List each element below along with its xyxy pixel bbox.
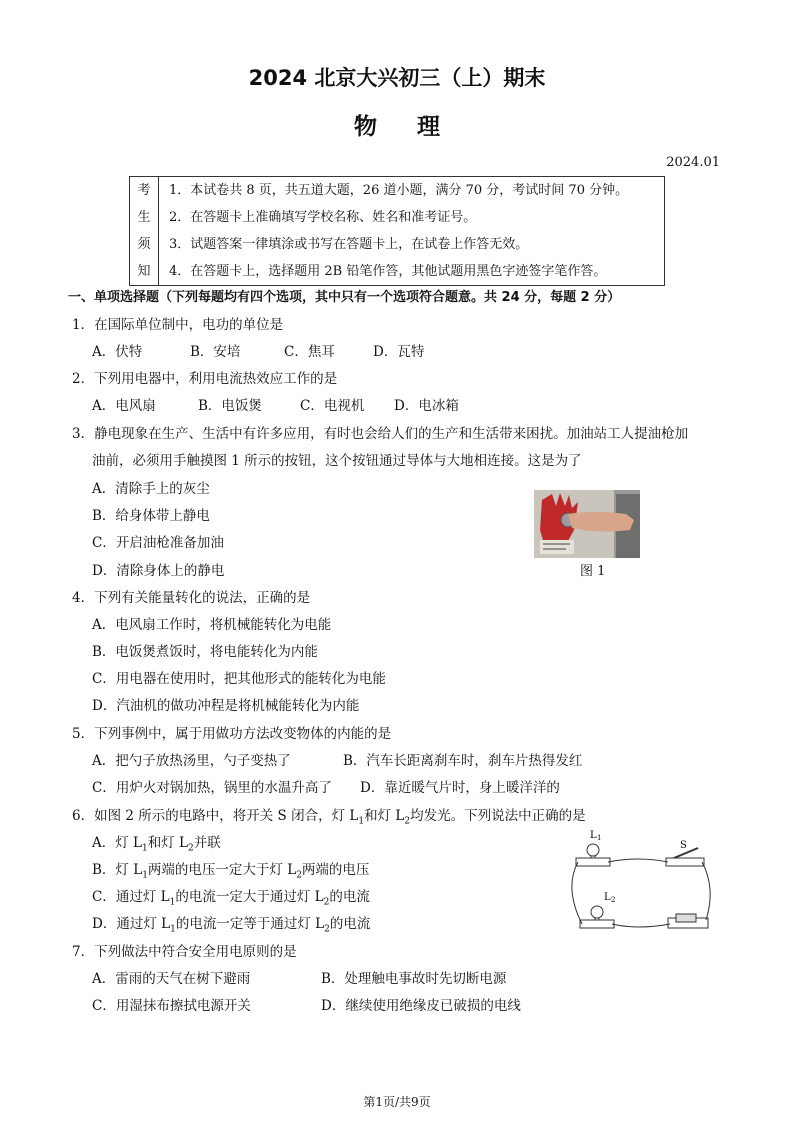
notice-item: 2．在答题卡上准确填写学校名称、姓名和准考证号。	[169, 210, 477, 225]
label-l2: L	[604, 892, 611, 903]
q2-option-a: A．电风扇	[92, 398, 156, 414]
question-1-stem: 1．在国际单位制中，电功的单位是	[72, 317, 284, 333]
q7-option-d: D．继续使用绝缘皮已破损的电线	[321, 998, 521, 1014]
q5-option-c: C．用炉火对锅加热，锅里的水温升高了	[92, 780, 332, 796]
question-3-stem: 3．静电现象在生产、生活中有许多应用，有时也会给人们的生产和生活带来困扰。加油站工人提油枪加	[72, 426, 689, 442]
q5-option-d: D．靠近暖气片时，身上暖洋洋的	[360, 780, 560, 796]
figure-2-circuit	[558, 828, 718, 938]
question-6-stem: 6．如图 2 所示的电路中，将开关 S 闭合，灯 $L_1$和灯 $L_2$均发光。下列说法中正确的是	[72, 808, 586, 827]
page-title: 2024 北京大兴初三（上）期末	[248, 66, 546, 90]
q1-option-c: C．焦耳	[284, 344, 335, 360]
q7-option-c: C．用湿抹布擦拭电源开关	[92, 998, 251, 1014]
q4-option-d: D．汽油机的做功冲程是将机械能转化为内能	[92, 698, 360, 714]
subject-title: 物理	[354, 114, 480, 140]
q1-option-b: B．安培	[190, 344, 241, 360]
notice-items	[159, 177, 665, 286]
figure-1-photo	[534, 490, 640, 558]
q6-option-d: D．通过灯 $L_1$的电流一定等于通过灯 $L_2$的电流	[92, 916, 371, 935]
q2-option-c: C．电视机	[300, 398, 365, 414]
q6-option-c: C．通过灯 $L_1$的电流一定大于通过灯 $L_2$的电流	[92, 889, 370, 908]
svg-text:1: 1	[597, 834, 602, 842]
label-s: S	[680, 840, 687, 851]
label-l1: L	[590, 830, 597, 841]
notice-item: 3．试题答案一律填涂或书写在答题卡上，在试卷上作答无效。	[169, 237, 529, 252]
q5-option-b: B．汽车长距离刹车时，刹车片热得发红	[343, 753, 583, 769]
q3-option-c: C．开启油枪准备加油	[92, 535, 224, 551]
q1-option-d: D．瓦特	[373, 344, 425, 360]
question-7-stem: 7．下列做法中符合安全用电原则的是	[72, 944, 297, 960]
q3-option-b: B．给身体带上静电	[92, 508, 210, 524]
q1-option-a: A．伏特	[92, 344, 143, 360]
svg-text:2: 2	[611, 896, 616, 904]
question-4-stem: 4．下列有关能量转化的说法，正确的是	[72, 590, 311, 606]
question-3-stem-cont: 油前，必须用手触摸图 1 所示的按钮，这个按钮通过导体与大地相连接。这是为了	[92, 453, 582, 469]
question-5-stem: 5．下列事例中，属于用做功方法改变物体的内能的是	[72, 726, 392, 742]
q4-option-a: A．电风扇工作时，将机械能转化为电能	[92, 617, 332, 633]
q4-option-b: B．电饭煲煮饭时，将电能转化为内能	[92, 644, 318, 660]
figure-1-caption: 图 1	[580, 564, 606, 579]
page-footer: 第1页/共9页	[363, 1095, 431, 1109]
q7-option-a: A．雷雨的天气在树下避雨	[92, 971, 251, 987]
q6-option-b: B．灯 $L_1$两端的电压一定大于灯 $L_2$两端的电压	[92, 862, 370, 881]
q6-option-a: A．灯 $L_1$和灯 $L_2$并联	[92, 835, 221, 854]
q3-option-a: A．清除手上的灰尘	[92, 481, 210, 497]
q5-option-a: A．把勺子放热汤里，勺子变热了	[92, 753, 291, 769]
notice-side-label: 考 生 须 知	[130, 177, 159, 286]
q3-option-d: D．清除身体上的静电	[92, 563, 225, 579]
q7-option-b: B．处理触电事故时先切断电源	[321, 971, 507, 987]
q2-option-d: D．电冰箱	[394, 398, 459, 414]
q2-option-b: B．电饭煲	[198, 398, 262, 414]
exam-date: 2024.01	[666, 155, 720, 170]
notice-item: 1．本试卷共 8 页，共五道大题，26 道小题，满分 70 分，考试时间 70 分钟。	[169, 183, 629, 198]
question-2-stem: 2．下列用电器中，利用电流热效应工作的是	[72, 371, 338, 387]
q4-option-c: C．用电器在使用时，把其他形式的能转化为电能	[92, 671, 386, 687]
exam-notice-table	[129, 176, 665, 286]
section-heading: 一、单项选择题（下列每题均有四个选项，其中只有一个选项符合题意。共 24 分，每题 2 分）	[68, 290, 621, 305]
notice-item: 4．在答题卡上，选择题用 2B 铅笔作答，其他试题用黑色字迹签字笔作答。	[169, 264, 607, 279]
